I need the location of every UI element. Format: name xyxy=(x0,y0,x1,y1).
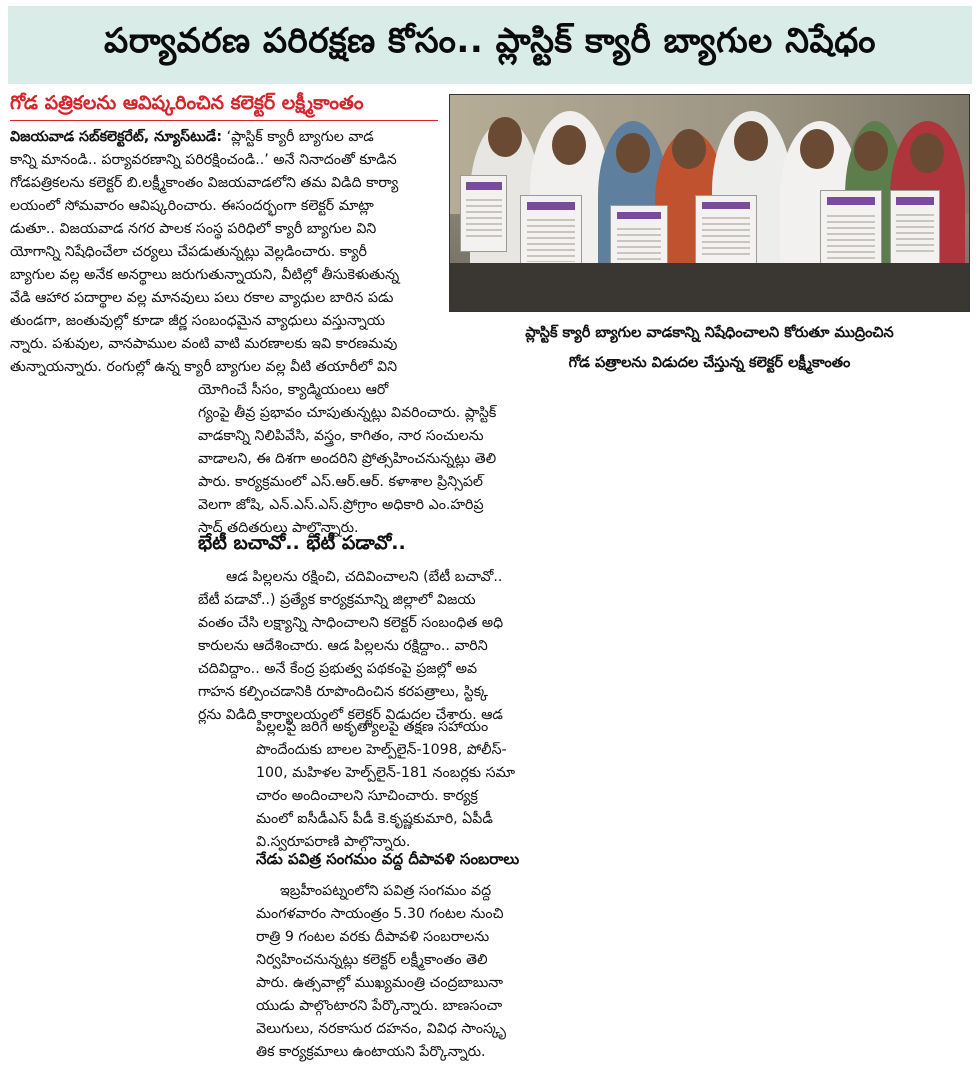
caption-line: ప్లాస్టిక్ క్యారీ బ్యాగుల వాడకాన్ని నిషేధించాలని కోరుతూ ముద్రించిన xyxy=(525,325,894,341)
article-line: యోగాన్ని నిషేధించేలా చర్యలు చేపడుతున్నట్లు వెల్లడించారు. క్యారీ xyxy=(10,244,367,260)
article-line: ర్లను విడిది కార్యాలయంలో కలెక్టర్ విడుదల చేశారు. ఆడ xyxy=(198,707,503,723)
article-line: కాన్ని మానండి.. పర్యావరణాన్ని పరిరక్షించండి..’ అనే నినాదంతో కూడిన xyxy=(10,152,397,168)
article-line: న్నారు. పశువుల, వానపాముల వంటి వాటి మరణాలకు ఇవి కారణమవు xyxy=(10,336,398,352)
article-line: వాడకాన్ని నిలిపివేసి, వస్త్రం, కాగితం, నార సంచులను xyxy=(198,428,484,444)
article-line: గోడపత్రికలను కలెక్టర్ బి.లక్ష్మీకాంతం విజయవాడలోని తమ విడిది కార్యా xyxy=(10,175,399,191)
article-line: పొందేందుకు బాలల హెల్ప్‌లైన్-1098, పోలీస్- xyxy=(256,742,507,758)
article-line: వి.స్వరూపరాణి పాల్గొన్నారు. xyxy=(256,834,411,850)
article-line: గాహన కల్పించడానికి రూపొందించిన కరపత్రాలు, స్టిక్క xyxy=(198,684,488,700)
section-heading-beti-bachao: భేటీ బచావో.. భేటీ పడావో.. xyxy=(198,532,406,554)
article-body-2 xyxy=(198,379,538,540)
dateline: విజయవాడ సబ్‌కలెక్టరేట్, న్యూస్‌టుడే: xyxy=(10,129,223,145)
article-line: కారులను ఆదేశించారు. ఆడ పిల్లలను రక్షిద్దాం.. వారిని xyxy=(198,638,488,654)
article-line: వెలుగులు, నరకాసుర దహనం, వివిధ సాంస్కృ xyxy=(256,1021,506,1037)
article-line: పారు. ఉత్సవాల్లో ముఖ్యమంత్రి చంద్రబాబునా xyxy=(256,975,504,991)
headline: పర్యావరణ పరిరక్షణ కోసం.. ప్లాస్టిక్ క్యారీ బ్యాగుల నిషేధం xyxy=(8,6,972,84)
article-line: యుడు పాల్గొంటారని పేర్కొన్నారు. బాణసంచా xyxy=(256,998,503,1014)
article-line: రాత్రి 9 గంటల వరకు దీపావళి సంబరాలను xyxy=(256,929,490,945)
article-line: వేడి ఆహార పదార్థాల వల్ల మానవులు పలు రకాల వ్యాధుల బారిన పడు xyxy=(10,290,394,306)
article-line: మంగళవారం సాయంత్రం 5.30 గంటల నుంచి xyxy=(256,906,504,922)
article-line: గ్యంపై తీవ్ర ప్రభావం చూపుతున్నట్లు వివరించారు. ప్లాస్టిక్ xyxy=(198,405,497,421)
article-body-3 xyxy=(198,566,538,727)
article-line: యోగించే సీసం, క్యాడ్మియంలు ఆరో xyxy=(198,382,389,398)
article-body-5 xyxy=(256,880,538,1064)
article-body-1 xyxy=(10,126,438,379)
article-line: నిర్వహించనున్నట్లు కలెక్టర్ లక్ష్మీకాంతం తెలి xyxy=(256,952,488,968)
article-body-4 xyxy=(256,716,538,854)
article-line: డుతూ.. విజయవాడ నగర పాలక సంస్థ పరిధిలో క్యారీ బ్యాగుల విని xyxy=(10,221,377,237)
section-heading-deepavali: నేడు పవిత్ర సంగమం వద్ద దీపావళి సంబరాలు xyxy=(256,850,520,868)
caption-line: గోడ పత్రాలను విడుదల చేస్తున్న కలెక్టర్ లక్ష్మీకాంతం xyxy=(568,355,851,371)
article-line: పారు. కార్యక్రమంలో ఎస్.ఆర్.ఆర్. కళాశాల ప్రిన్సిపల్ xyxy=(198,474,483,490)
article-line: బ్యాగుల వల్ల అనేక అనర్థాలు జరుగుతున్నాయని, వీటిల్లో తీసుకెళుతున్న xyxy=(10,267,400,283)
article-line: చారం అందించాలని సూచించారు. కార్యక్ర xyxy=(256,788,478,804)
article-line: వంతం చేసి లక్ష్యాన్ని సాధించాలని కలెక్టర్ సంబంధిత అధి xyxy=(198,615,504,631)
article-line: వాడాలని, ఈ దిశగా అందరిని ప్రోత్సహించనున్నట్లు తెలి xyxy=(198,451,497,467)
article-line: ఆడ పిల్లలను రక్షించి, చదివించాలని (బేటీ బచావో.. xyxy=(226,569,503,585)
article-line: సాద్ తదితరులు పాల్గొన్నారు. xyxy=(198,520,359,536)
article-line: బేటీ పడావో..) ప్రత్యేక కార్యక్రమాన్ని జిల్లాలో విజయ xyxy=(198,592,476,608)
news-photo xyxy=(449,94,970,312)
article-line: మంలో ఐసీడీఎస్ పీడీ కె.కృష్ణకుమారి, ఏపీడీ xyxy=(256,811,493,827)
article-line: 100, మహిళల హెల్ప్‌లైన్-181 నంబర్లకు సమా xyxy=(256,765,516,781)
article-line: ఇబ్రహీంపట్నంలోని పవిత్ర సంగమం వద్ద xyxy=(280,883,492,899)
article-line: వెలగా జోషి, ఎన్.ఎస్.ఎస్.ప్రోగ్రాం అధికారి ఎం.హరిప్ర xyxy=(198,497,484,513)
article-line: తుండగా, జంతువుల్లో కూడా జీర్ణ సంబంధమైన వ్యాధులు వస్తున్నాయ xyxy=(10,313,386,329)
article-line: తిక కార్యక్రమాలు ఉంటాయని పేర్కొన్నారు. xyxy=(256,1044,486,1060)
article-line: తున్నాయన్నారు. రంగుల్లో ఉన్న క్యారీ బ్యాగుల వల్ల వీటి తయారీలో విని xyxy=(10,359,398,375)
article-line: పిల్లలపై జరిగే అకృత్యాలపై తక్షణ సహాయం xyxy=(256,719,489,735)
photo-caption xyxy=(449,318,970,378)
article-line: లయంలో సోమవారం ఆవిష్కరించారు. ఈసందర్భంగా కలెక్టర్ మాట్లా xyxy=(10,198,374,214)
subheadline: గోడ పత్రికలను ఆవిష్కరించిన కలెక్టర్ లక్ష్మీకాంతం xyxy=(10,92,438,121)
article-line: విజయవాడ సబ్‌కలెక్టరేట్, న్యూస్‌టుడే: ‘ప్లాస్టిక్ క్యారీ బ్యాగుల వాడ xyxy=(10,129,374,145)
article-line: చదివిద్దాం.. అనే కేంద్ర ప్రభుత్వ పథకంపై ప్రజల్లో అవ xyxy=(198,661,478,677)
